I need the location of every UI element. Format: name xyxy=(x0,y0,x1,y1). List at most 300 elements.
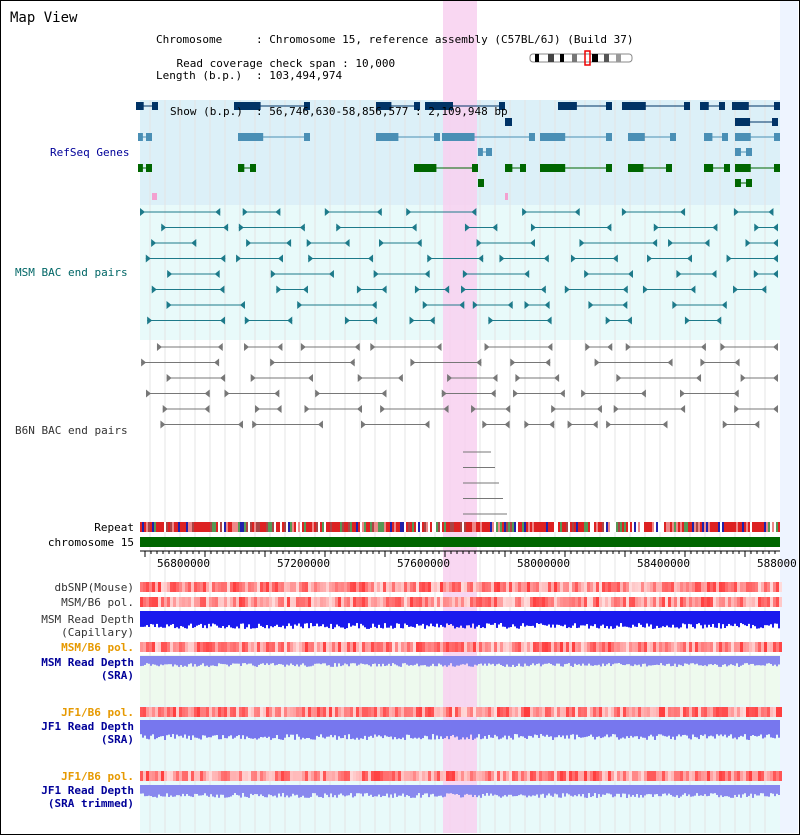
repeat-block xyxy=(392,522,394,532)
msm-depth-sra-bar xyxy=(310,656,312,666)
msm-pol-cell xyxy=(473,597,476,607)
msm-depth-sra-bar xyxy=(288,656,290,665)
jf1-pol-cell xyxy=(326,707,329,717)
msm-pol-sra-cell xyxy=(392,642,395,652)
jf1-depth-bar xyxy=(548,720,550,737)
msm-depth-cap-bar xyxy=(324,611,326,627)
dbsnp-cell xyxy=(422,582,425,592)
jf1-depth-bar xyxy=(172,720,174,734)
gene-exon xyxy=(774,164,780,172)
msm-pol-cell xyxy=(563,597,566,607)
msm-depth-cap-bar xyxy=(462,611,464,628)
dbsnp-cell xyxy=(479,582,482,592)
repeat-block xyxy=(628,522,630,532)
repeat-block xyxy=(456,522,458,532)
dbsnp-cell xyxy=(653,582,656,592)
msm-depth-cap-bar xyxy=(360,611,362,624)
jf1-pol-cell xyxy=(686,707,689,717)
msm-depth-sra-bar xyxy=(532,656,534,663)
bac-end-marker xyxy=(315,390,320,398)
repeat-block xyxy=(162,522,164,532)
repeat-block xyxy=(684,522,686,532)
msm-depth-cap-bar xyxy=(514,611,516,626)
msm-depth-cap-bar xyxy=(778,611,780,628)
msm-depth-sra-bar xyxy=(346,656,348,664)
gene-exon xyxy=(719,102,725,110)
msm-depth-cap-bar xyxy=(256,611,258,628)
jf1-pol-trim-cell xyxy=(515,771,518,781)
dbsnp-cell xyxy=(170,582,173,592)
bac-end-marker xyxy=(278,255,283,263)
jf1-pol-trim-cell xyxy=(239,771,242,781)
jf1-pol-trim-cell xyxy=(593,771,596,781)
msm-depth-cap-bar xyxy=(772,611,774,628)
jf1-depth-bar xyxy=(448,720,450,739)
msm-depth-sra-bar xyxy=(644,656,646,664)
jf1-trim-bar xyxy=(274,785,276,796)
dbsnp-cell xyxy=(200,582,203,592)
msm-pol-cell xyxy=(602,597,605,607)
msm-depth-sra-bar xyxy=(744,656,746,663)
msm-depth-cap-bar xyxy=(398,611,400,624)
jf1-depth-bar xyxy=(360,720,362,738)
jf1-depth-bar xyxy=(482,720,484,739)
jf1-pol-trim-cell xyxy=(596,771,599,781)
label-jf1-pol-2[interactable]: JF1/B6 pol. xyxy=(61,770,134,783)
jf1-pol-cell xyxy=(425,707,428,717)
label-msm-depth-cap[interactable] xyxy=(41,613,134,639)
repeat-block xyxy=(174,522,176,532)
jf1-pol-cell xyxy=(629,707,632,717)
jf1-trim-bar xyxy=(374,785,376,796)
repeat-block xyxy=(658,522,660,532)
dbsnp-cell xyxy=(698,582,701,592)
msm-depth-cap-bar xyxy=(604,611,606,628)
repeat-block xyxy=(506,522,508,532)
msm-depth-sra-bar xyxy=(376,656,378,666)
jf1-pol-cell xyxy=(161,707,164,717)
msm-depth-cap-bar xyxy=(262,611,264,627)
jf1-pol-trim-cell xyxy=(761,771,764,781)
jf1-pol-cell xyxy=(641,707,644,717)
msm-depth-sra-bar xyxy=(556,656,558,664)
msm-depth-sra-bar xyxy=(348,656,350,666)
repeat-block xyxy=(678,522,680,532)
label-b6n-bac[interactable]: B6N BAC end pairs xyxy=(15,424,128,437)
jf1-pol-cell xyxy=(251,707,254,717)
msm-depth-sra-bar xyxy=(326,656,328,666)
jf1-pol-cell xyxy=(443,707,446,717)
msm-depth-cap-bar xyxy=(350,611,352,627)
bac-end-marker xyxy=(687,255,692,263)
msm-depth-cap-bar xyxy=(666,611,668,626)
bac-end-marker xyxy=(477,239,482,247)
jf1-depth-bar xyxy=(710,720,712,736)
repeat-block xyxy=(454,522,456,532)
msm-depth-cap-bar xyxy=(730,611,732,626)
repeat-block xyxy=(376,522,378,532)
bac-end-marker xyxy=(754,224,759,232)
jf1-depth-bar xyxy=(168,720,170,735)
msm-pol-sra-cell xyxy=(434,642,437,652)
msm-depth-cap-bar xyxy=(574,611,576,623)
msm-depth-sra-bar xyxy=(224,656,226,664)
msm-depth-sra-bar xyxy=(620,656,622,664)
bac-end-marker xyxy=(240,301,245,309)
msm-depth-sra-bar xyxy=(630,656,632,666)
repeat-block xyxy=(334,522,336,532)
repeat-block xyxy=(278,522,280,532)
jf1-trim-bar xyxy=(468,785,470,795)
jf1-pol-trim-cell xyxy=(380,771,383,781)
jf1-trim-bar xyxy=(572,785,574,797)
jf1-pol-cell xyxy=(770,707,773,717)
msm-pol-cell xyxy=(161,597,164,607)
jf1-pol-cell xyxy=(746,707,749,717)
jf1-depth-bar xyxy=(426,720,428,736)
msm-pol-cell xyxy=(329,597,332,607)
label-chromosome[interactable]: chromosome 15 xyxy=(47,536,134,549)
msm-pol-sra-cell xyxy=(734,642,737,652)
jf1-pol-trim-cell xyxy=(605,771,608,781)
msm-pol-cell xyxy=(569,597,572,607)
msm-depth-cap-bar xyxy=(284,611,286,629)
msm-depth-cap-bar xyxy=(146,611,148,625)
jf1-pol-cell xyxy=(209,707,212,717)
msm-depth-cap-bar xyxy=(558,611,560,625)
bac-end-marker xyxy=(300,224,305,232)
msm-pol-cell xyxy=(530,597,533,607)
msm-depth-cap-bar xyxy=(414,611,416,628)
jf1-pol-trim-cell xyxy=(656,771,659,781)
gene-exon xyxy=(735,148,741,156)
msm-pol-cell xyxy=(140,597,143,607)
jf1-trim-bar xyxy=(226,785,228,797)
repeat-block xyxy=(330,522,332,532)
msm-depth-cap-bar xyxy=(194,611,196,627)
jf1-trim-bar xyxy=(600,785,602,797)
msm-depth-cap-bar xyxy=(378,611,380,625)
jf1-pol-cell xyxy=(341,707,344,717)
bac-end-marker xyxy=(245,317,250,325)
jf1-depth-bar xyxy=(716,720,718,734)
repeat-block xyxy=(764,522,766,532)
bac-end-marker xyxy=(357,286,362,294)
dbsnp-cell xyxy=(695,582,698,592)
jf1-trim-bar xyxy=(626,785,628,798)
label-msm-pol-sra[interactable]: MSM/B6 pol. xyxy=(61,641,134,654)
msm-depth-sra-bar xyxy=(742,656,744,665)
jf1-trim-bar xyxy=(584,785,586,798)
msm-depth-cap-bar xyxy=(638,611,640,623)
msm-pol-sra-cell xyxy=(545,642,548,652)
msm-depth-cap-bar xyxy=(668,611,670,627)
jf1-depth-bar xyxy=(178,720,180,736)
label-jf1-trim[interactable] xyxy=(41,784,134,810)
msm-depth-sra-bar xyxy=(190,656,192,663)
msm-pol-cell xyxy=(290,597,293,607)
msm-depth-cap-bar xyxy=(246,611,248,627)
tick-label-3: 58000000 xyxy=(517,557,570,570)
repeat-block xyxy=(722,522,724,532)
label-msm-bac[interactable]: MSM BAC end pairs xyxy=(15,266,128,279)
msm-depth-cap-bar xyxy=(354,611,356,626)
msm-depth-sra-bar xyxy=(510,656,512,667)
msm-pol-cell xyxy=(743,597,746,607)
repeat-block xyxy=(450,522,452,532)
dbsnp-cell xyxy=(296,582,299,592)
dbsnp-cell xyxy=(569,582,572,592)
msm-pol-cell xyxy=(311,597,314,607)
jf1-pol-cell xyxy=(650,707,653,717)
label-jf1-pol[interactable]: JF1/B6 pol. xyxy=(61,706,134,719)
msm-depth-sra-bar xyxy=(342,656,344,665)
msm-pol-sra-cell xyxy=(200,642,203,652)
jf1-trim-bar xyxy=(548,785,550,793)
label-msm-pol[interactable]: MSM/B6 pol. xyxy=(61,596,134,609)
repeat-block xyxy=(154,522,156,532)
jf1-trim-bar xyxy=(444,785,446,797)
msm-depth-sra-bar xyxy=(752,656,754,664)
dbsnp-cell xyxy=(644,582,647,592)
msm-depth-sra-bar xyxy=(248,656,250,664)
jf1-depth-bar xyxy=(484,720,486,736)
msm-depth-sra-bar xyxy=(732,656,734,665)
bac-end-marker xyxy=(485,343,490,351)
msm-pol-cell xyxy=(509,597,512,607)
jf1-depth-bar xyxy=(636,720,638,736)
msm-pol-sra-cell xyxy=(203,642,206,652)
msm-depth-cap-bar xyxy=(704,611,706,625)
jf1-pol-trim-cell xyxy=(725,771,728,781)
jf1-pol-cell xyxy=(554,707,557,717)
label-refseq[interactable]: RefSeq Genes xyxy=(50,146,130,159)
jf1-trim-bar xyxy=(754,785,756,794)
msm-pol-sra-cell xyxy=(356,642,359,652)
bac-end-marker xyxy=(215,270,220,278)
coverage-span: Read coverage check span : 10,000 xyxy=(176,57,396,70)
msm-depth-sra-bar xyxy=(544,656,546,664)
jf1-pol-trim-cell xyxy=(470,771,473,781)
gene-exon xyxy=(772,118,778,126)
bac-end-marker xyxy=(579,239,584,247)
jf1-pol-trim-cell xyxy=(728,771,731,781)
repeat-block xyxy=(660,522,662,532)
jf1-depth-bar xyxy=(572,720,574,734)
msm-pol-cell xyxy=(713,597,716,607)
msm-depth-cap-bar xyxy=(550,611,552,628)
jf1-pol-cell xyxy=(380,707,383,717)
label-jf1-depth[interactable] xyxy=(41,720,134,746)
dbsnp-cell xyxy=(224,582,227,592)
jf1-trim-bar xyxy=(528,785,530,796)
jf1-pol-cell xyxy=(674,707,677,717)
msm-pol-cell xyxy=(572,597,575,607)
jf1-trim-bar xyxy=(632,785,634,795)
jf1-trim-bar xyxy=(390,785,392,794)
msm-pol-cell xyxy=(239,597,242,607)
msm-depth-sra-bar xyxy=(636,656,638,665)
dbsnp-cell xyxy=(419,582,422,592)
msm-pol-cell xyxy=(578,597,581,607)
repeat-block xyxy=(372,522,374,532)
msm-depth-cap-bar xyxy=(728,611,730,624)
jf1-depth-bar xyxy=(754,720,756,736)
jf1-depth-bar xyxy=(762,720,764,738)
repeat-block xyxy=(648,522,650,532)
jf1-depth-bar xyxy=(626,720,628,736)
msm-pol-sra-cell xyxy=(590,642,593,652)
jf1-trim-bar xyxy=(738,785,740,795)
dbsnp-cell xyxy=(227,582,230,592)
jf1-depth-bar xyxy=(712,720,714,736)
msm-pol-cell xyxy=(545,597,548,607)
repeat-block xyxy=(142,522,144,532)
msm-depth-cap-bar xyxy=(390,611,392,626)
repeat-block xyxy=(680,522,682,532)
msm-pol-cell xyxy=(263,597,266,607)
jf1-pol-trim-cell xyxy=(626,771,629,781)
repeat-block xyxy=(594,522,596,532)
jf1-trim-bar xyxy=(336,785,338,798)
repeat-block xyxy=(322,522,324,532)
repeat-block xyxy=(746,522,748,532)
msm-depth-cap-bar xyxy=(224,611,226,628)
bac-end-marker xyxy=(597,405,602,413)
msm-depth-sra-bar xyxy=(216,656,218,666)
msm-pol-cell xyxy=(599,597,602,607)
jf1-pol-cell xyxy=(278,707,281,717)
jf1-depth-bar xyxy=(674,720,676,740)
jf1-pol-trim-cell xyxy=(458,771,461,781)
dbsnp-cell xyxy=(371,582,374,592)
jf1-trim-bar xyxy=(568,785,570,794)
repeat-block xyxy=(148,522,150,532)
msm-pol-sra-cell xyxy=(209,642,212,652)
jf1-pol-trim-cell xyxy=(341,771,344,781)
dbsnp-cell xyxy=(446,582,449,592)
msm-pol-cell xyxy=(659,597,662,607)
repeat-block xyxy=(762,522,764,532)
repeat-block xyxy=(582,522,584,532)
jf1-depth-bar xyxy=(602,720,604,737)
msm-depth-cap-bar xyxy=(418,611,420,626)
bac-end-marker xyxy=(676,270,681,278)
msm-depth-sra-bar xyxy=(146,656,148,663)
msm-pol-sra-cell xyxy=(182,642,185,652)
jf1-pol-trim-cell xyxy=(668,771,671,781)
msm-depth-cap-bar xyxy=(610,611,612,626)
msm-depth-cap-bar xyxy=(682,611,684,623)
jf1-trim-bar xyxy=(408,785,410,796)
jf1-pol-trim-cell xyxy=(776,771,779,781)
dbsnp-cell xyxy=(728,582,731,592)
dbsnp-cell xyxy=(758,582,761,592)
jf1-depth-bar xyxy=(362,720,364,739)
bac-end-marker xyxy=(478,255,483,263)
jf1-trim-bar xyxy=(708,785,710,796)
msm-depth-sra-bar xyxy=(386,656,388,666)
chromosome-value: Chromosome 15, reference assembly (C57BL/6J) (Build 37) xyxy=(269,33,634,46)
repeat-block xyxy=(572,522,574,532)
jf1-pol-cell xyxy=(524,707,527,717)
msm-depth-sra-bar xyxy=(392,656,394,663)
msm-depth-sra-bar xyxy=(292,656,294,665)
msm-depth-sra-bar xyxy=(466,656,468,664)
label-msm-depth-sra-2: (SRA) xyxy=(100,669,134,682)
msm-depth-sra-bar xyxy=(228,656,230,666)
jf1-depth-bar xyxy=(268,720,270,737)
jf1-depth-bar xyxy=(314,720,316,740)
jf1-pol-cell xyxy=(743,707,746,717)
msm-depth-cap-bar xyxy=(580,611,582,625)
jf1-pol-trim-cell xyxy=(434,771,437,781)
repeat-block xyxy=(544,522,546,532)
repeat-block xyxy=(576,522,578,532)
jf1-pol-cell xyxy=(383,707,386,717)
msm-pol-cell xyxy=(536,597,539,607)
msm-depth-cap-bar xyxy=(152,611,154,624)
jf1-trim-bar xyxy=(612,785,614,797)
msm-pol-cell xyxy=(746,597,749,607)
label-repeat[interactable]: Repeat xyxy=(94,521,134,534)
msm-depth-sra-bar xyxy=(338,656,340,663)
jf1-pol-trim-cell xyxy=(215,771,218,781)
jf1-pol-trim-cell xyxy=(464,771,467,781)
gene-exon xyxy=(472,164,478,172)
jf1-trim-bar xyxy=(192,785,194,797)
jf1-pol-trim-cell xyxy=(770,771,773,781)
repeat-block xyxy=(248,522,250,532)
jf1-pol-cell xyxy=(413,707,416,717)
jf1-depth-bar xyxy=(576,720,578,735)
jf1-trim-bar xyxy=(414,785,416,798)
jf1-trim-bar xyxy=(146,785,148,796)
jf1-trim-bar xyxy=(434,785,436,796)
jf1-depth-bar xyxy=(574,720,576,739)
msm-pol-sra-cell xyxy=(530,642,533,652)
repeat-block xyxy=(608,522,610,532)
msm-pol-cell xyxy=(593,597,596,607)
repeat-block xyxy=(432,522,434,532)
jf1-depth-bar xyxy=(514,720,516,734)
label-msm-depth-sra[interactable] xyxy=(41,656,134,682)
msm-depth-sra-bar xyxy=(316,656,318,664)
jf1-pol-cell xyxy=(779,707,782,717)
dbsnp-cell xyxy=(353,582,356,592)
repeat-block xyxy=(742,522,744,532)
repeat-block xyxy=(534,522,536,532)
dbsnp-cell xyxy=(485,582,488,592)
jf1-depth-bar xyxy=(520,720,522,736)
msm-depth-sra-bar xyxy=(336,656,338,667)
repeat-block xyxy=(202,522,204,532)
label-dbsnp[interactable]: dbSNP(Mouse) xyxy=(54,581,134,594)
bac-end-marker xyxy=(606,421,611,429)
jf1-trim-bar xyxy=(304,785,306,798)
msm-pol-cell xyxy=(521,597,524,607)
msm-depth-cap-bar xyxy=(618,611,620,627)
msm-depth-sra-bar xyxy=(474,656,476,665)
dbsnp-cell xyxy=(410,582,413,592)
msm-depth-cap-bar xyxy=(736,611,738,626)
repeat-block xyxy=(298,522,300,532)
repeat-block xyxy=(758,522,760,532)
msm-depth-sra-bar xyxy=(306,656,308,667)
repeat-block xyxy=(512,522,514,532)
repeat-block xyxy=(696,522,698,532)
jf1-pol-cell xyxy=(362,707,365,717)
